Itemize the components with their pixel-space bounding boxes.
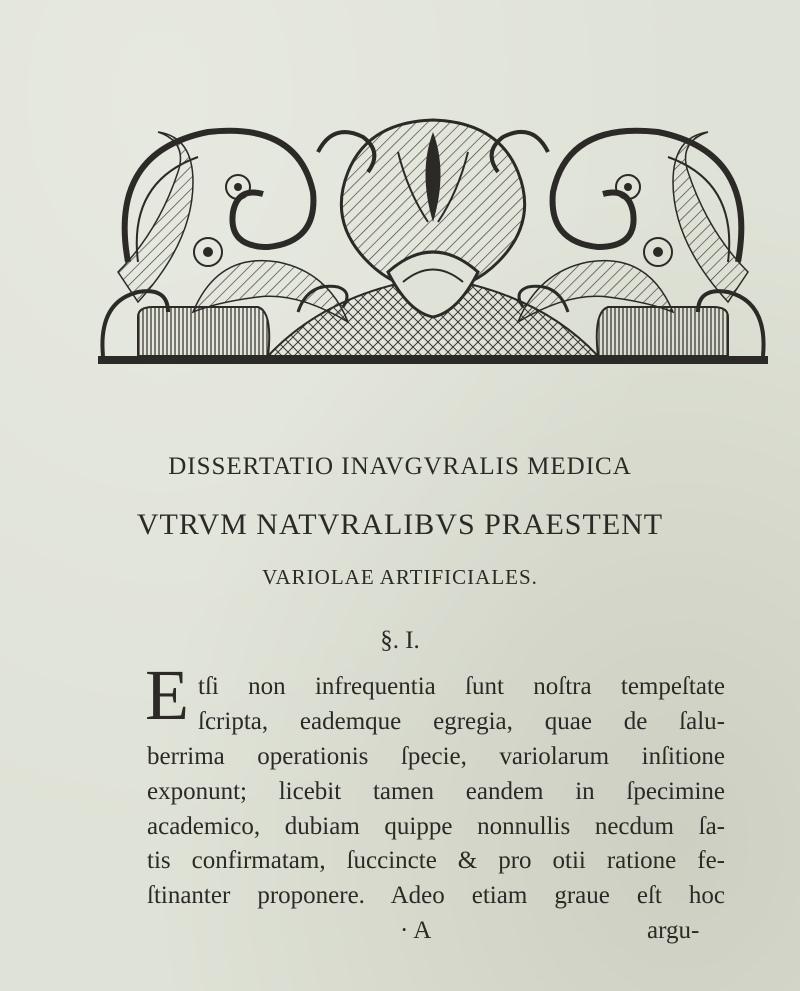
drop-cap: E: [145, 655, 189, 735]
baroque-headpiece-ornament-icon: [98, 112, 768, 374]
body-line: tſi non infrequentia ſunt noſtra tempeſtate: [198, 673, 725, 700]
body-line: exponunt; licebit tamen eandem in ſpecimine: [147, 778, 725, 805]
body-line: academico, dubiam quippe nonnullis necdum ſa-: [147, 813, 725, 840]
signature-mark: · A: [400, 917, 432, 944]
body-line: ſtinanter proponere. Adeo etiam graue eſt hoc: [147, 882, 725, 909]
catchword: argu-: [647, 917, 700, 944]
body-line: berrima operationis ſpecie, variolarum inſitione: [147, 743, 725, 770]
section-number: §. I.: [380, 627, 420, 654]
main-title: VTRVM NATVRALIBVS PRAESTENT: [136, 508, 664, 541]
subtitle: VARIOLAE ARTIFICIALES.: [262, 565, 538, 589]
dissertation-heading: DISSERTATIO INAVGVRALIS MEDICA: [168, 453, 632, 480]
body-line: tis confirmatam, ſuccincte & pro otii ratione fe-: [147, 847, 725, 874]
body-line: ſcripta, eademque egregia, quae de ſalu-: [198, 708, 725, 735]
